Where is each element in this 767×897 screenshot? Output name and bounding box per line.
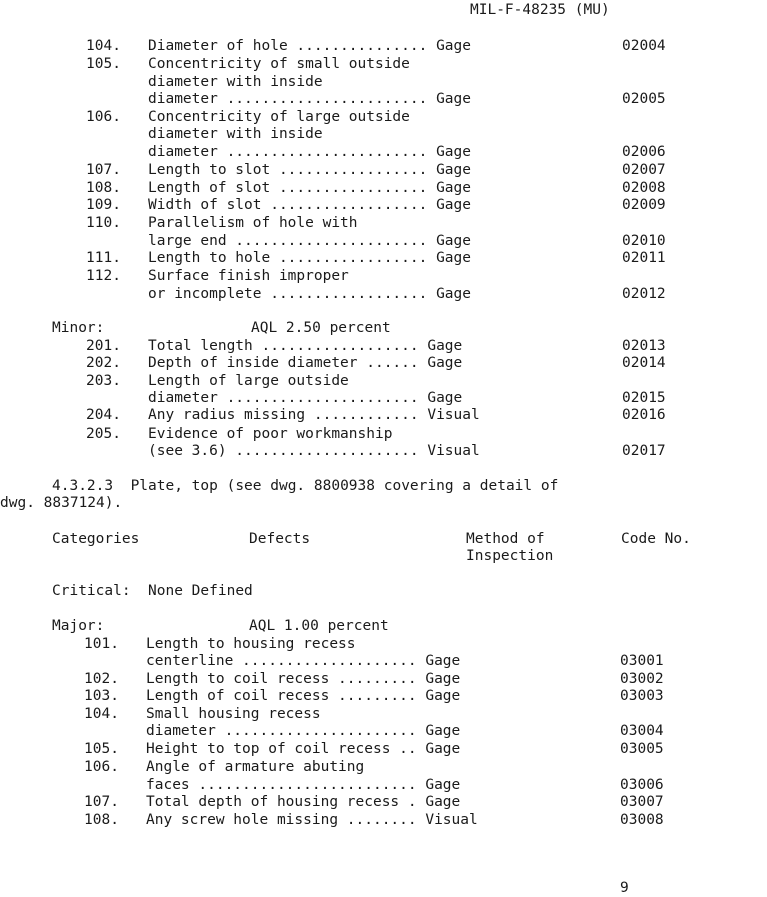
defect-description: Length of slot ................. Gage	[148, 180, 472, 196]
defect-description: diameter ....................... Gage	[148, 144, 472, 160]
defect-description: Width of slot .................. Gage	[148, 197, 472, 213]
code-number: 02008	[622, 180, 666, 196]
code-number: 02007	[622, 162, 666, 178]
code-number: 02014	[622, 355, 666, 371]
defect-description: Depth of inside diameter ...... Gage	[148, 355, 463, 371]
defect-description: large end ...................... Gage	[148, 233, 472, 249]
defect-description: diameter ...................... Gage	[148, 390, 463, 406]
defect-description: Length to housing recess	[146, 636, 356, 652]
code-number: 02006	[622, 144, 666, 160]
defect-description: Any screw hole missing ........ Visual	[146, 812, 478, 828]
defect-description: diameter ....................... Gage	[148, 91, 472, 107]
defect-description: faces ......................... Gage	[146, 777, 461, 793]
defect-no: 111.	[86, 250, 121, 266]
code-number: 02015	[622, 390, 666, 406]
code-number: 03008	[620, 812, 664, 828]
code-number: 02005	[622, 91, 666, 107]
defect-description: Diameter of hole ............... Gage	[148, 38, 472, 54]
page-number: 9	[620, 880, 629, 896]
aql-label: AQL 1.00 percent	[249, 618, 389, 634]
defect-description: diameter ...................... Gage	[146, 723, 461, 739]
defect-no: 106.	[84, 759, 119, 775]
defect-no: 107.	[84, 794, 119, 810]
code-number: 02013	[622, 338, 666, 354]
code-number: 02016	[622, 407, 666, 423]
defect-no: 108.	[86, 180, 121, 196]
code-number: 03003	[620, 688, 664, 704]
critical-line: Critical: None Defined	[52, 583, 253, 599]
defect-no: 106.	[86, 109, 121, 125]
defect-no: 205.	[86, 426, 121, 442]
defect-no: 103.	[84, 688, 119, 704]
defect-description: Length of large outside	[148, 373, 349, 389]
code-number: 03007	[620, 794, 664, 810]
defect-description: Angle of armature abuting	[146, 759, 365, 775]
defect-no: 203.	[86, 373, 121, 389]
defect-no: 105.	[84, 741, 119, 757]
defect-no: 105.	[86, 56, 121, 72]
code-number: 02004	[622, 38, 666, 54]
code-number: 03006	[620, 777, 664, 793]
paragraph-continuation: dwg. 8837124).	[0, 495, 123, 511]
category-label: Major:	[52, 618, 105, 634]
column-header-categories: Categories	[52, 531, 140, 547]
code-number: 02010	[622, 233, 666, 249]
defect-description: diameter with inside	[148, 126, 323, 142]
defect-no: 104.	[84, 706, 119, 722]
defect-no: 204.	[86, 407, 121, 423]
defect-description: (see 3.6) ..................... Visual	[148, 443, 480, 459]
defect-description: Concentricity of large outside	[148, 109, 410, 125]
document-id: MIL-F-48235 (MU)	[470, 2, 610, 18]
paragraph-heading: 4.3.2.3 Plate, top (see dwg. 8800938 covering a detail of	[52, 478, 559, 494]
defect-description: Length to slot ................. Gage	[148, 162, 472, 178]
defect-description: Height to top of coil recess .. Gage	[146, 741, 461, 757]
code-number: 03004	[620, 723, 664, 739]
defect-no: 107.	[86, 162, 121, 178]
defect-description: Small housing recess	[146, 706, 321, 722]
defect-no: 112.	[86, 268, 121, 284]
code-number: 03005	[620, 741, 664, 757]
defect-description: Evidence of poor workmanship	[148, 426, 393, 442]
defect-no: 202.	[86, 355, 121, 371]
defect-description: Total depth of housing recess . Gage	[146, 794, 461, 810]
defect-description: Any radius missing ............ Visual	[148, 407, 480, 423]
defect-description: Surface finish improper	[148, 268, 349, 284]
code-number: 02017	[622, 443, 666, 459]
defect-description: Length to hole ................. Gage	[148, 250, 472, 266]
defect-no: 108.	[84, 812, 119, 828]
column-header-code: Code No.	[621, 531, 691, 547]
defect-no: 201.	[86, 338, 121, 354]
column-header-defects: Defects	[249, 531, 311, 547]
aql-label: AQL 2.50 percent	[251, 320, 391, 336]
defect-no: 104.	[86, 38, 121, 54]
defect-no: 101.	[84, 636, 119, 652]
defect-description: Concentricity of small outside	[148, 56, 410, 72]
code-number: 02011	[622, 250, 666, 266]
defect-description: centerline .................... Gage	[146, 653, 461, 669]
defect-no: 110.	[86, 215, 121, 231]
defect-no: 109.	[86, 197, 121, 213]
defect-description: diameter with inside	[148, 74, 323, 90]
column-header-method: Inspection	[466, 548, 554, 564]
code-number: 02009	[622, 197, 666, 213]
code-number: 03002	[620, 671, 664, 687]
defect-description: or incomplete .................. Gage	[148, 286, 472, 302]
code-number: 02012	[622, 286, 666, 302]
column-header-method: Method of	[466, 531, 545, 547]
code-number: 03001	[620, 653, 664, 669]
defect-description: Total length .................. Gage	[148, 338, 463, 354]
defect-description: Parallelism of hole with	[148, 215, 358, 231]
defect-no: 102.	[84, 671, 119, 687]
category-label: Minor:	[52, 320, 105, 336]
defect-description: Length to coil recess ......... Gage	[146, 671, 461, 687]
defect-description: Length of coil recess ......... Gage	[146, 688, 461, 704]
